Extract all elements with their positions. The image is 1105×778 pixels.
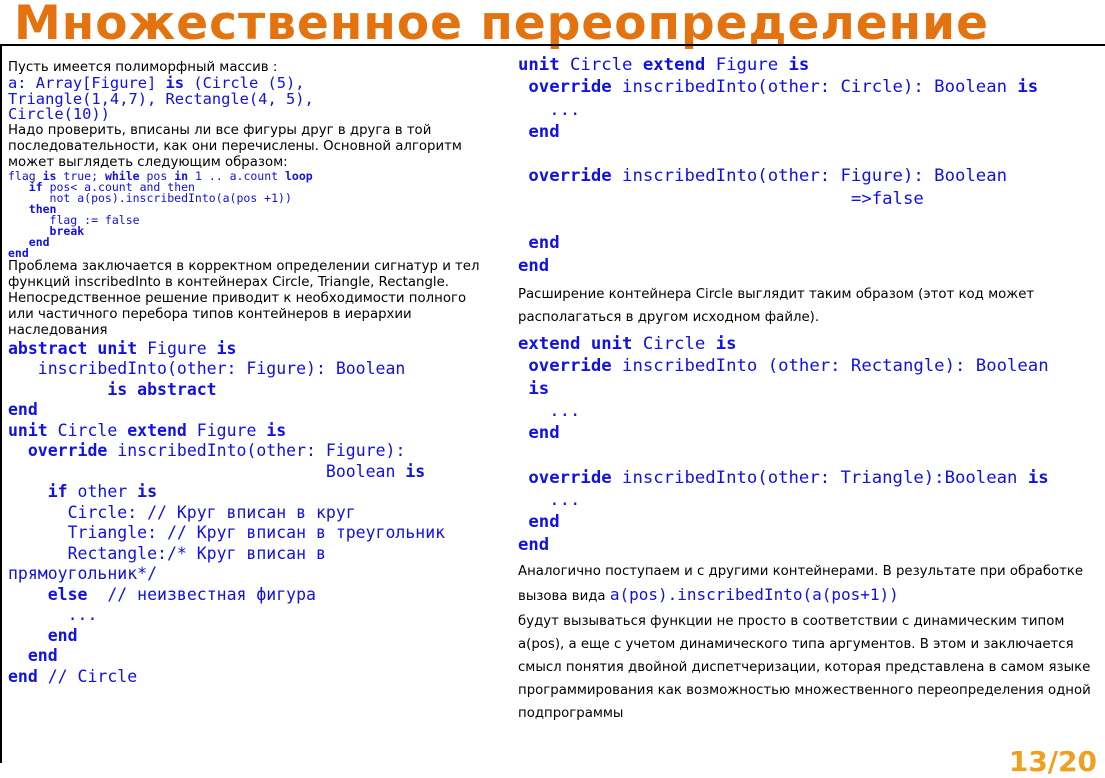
code-line: flag is true; while pos in 1 .. a.count loop [8, 168, 313, 183]
code-line: ... [8, 605, 98, 624]
code-line: end [528, 121, 560, 142]
code-line: end [528, 233, 560, 254]
code-line: break [49, 223, 85, 238]
code-line: end [27, 646, 58, 665]
code-line: inscribedInto(other: Figure): Boolean [8, 359, 406, 378]
loop-code-block [8, 168, 488, 260]
intro-paragraph: Пусть имеется полиморфный массив : [8, 60, 278, 75]
code-line: override inscribedInto (other: Rectangle): Boolean [528, 356, 1049, 377]
code-line: if pos< a.count and then [28, 179, 195, 194]
code-line: not a(pos).inscribedInto(a(pos +1)) [8, 190, 292, 205]
code-line: end [8, 400, 38, 419]
code-line: Circle(10)) [8, 105, 110, 123]
circle-extension-code-block [518, 333, 1103, 556]
code-line: a: Array[Figure] is (Circle (5), [8, 74, 305, 92]
code-line: Triangle(1,4,7), Rectangle(4, 5), [8, 89, 314, 108]
code-line [518, 444, 1103, 466]
code-line: Rectangle:/* Круг вписан в [8, 543, 326, 563]
code-line: end [28, 234, 50, 249]
code-line: then [28, 201, 57, 216]
code-line: end [47, 625, 78, 645]
code-line: =>false [518, 188, 924, 209]
code-line: is [528, 378, 550, 399]
code-line: прямоугольник*/ [8, 564, 158, 583]
extension-paragraph: Расширение контейнера Circle выглядит таким образом (этот код может располагаться в другом исходном файле). [518, 286, 1035, 325]
code-line: unit Circle extend Figure is [518, 55, 810, 75]
problem-paragraph: Проблема заключается в корректном определении сигнатур и тел функций inscribedInto в контейнерах Circle, Triangle, Rectangle. Непосредственное решение приводит к необходимости полного или частичного перебора типов контейнеров в иерархии наследования [8, 258, 480, 338]
code-line: ... [518, 99, 581, 120]
call-example-code: a(pos).inscribedInto(a(pos+1)) [609, 584, 899, 604]
code-line: end [8, 245, 29, 260]
code-line: override inscribedInto(other: Circle): Boolean is [528, 77, 1039, 98]
code-line [518, 143, 1103, 165]
code-line: end [518, 534, 550, 555]
code-line: unit Circle extend Figure is [8, 420, 287, 440]
title-underline [0, 44, 1105, 46]
code-line: Circle: // Круг вписан в круг [8, 502, 356, 522]
code-line: flag := false [8, 212, 140, 227]
code-line: is abstract [107, 379, 217, 399]
code-line: override inscribedInto(other: Figure): Boolean [528, 166, 1007, 187]
task-paragraph: Надо проверить, вписаны ли все фигуры друг в друга в той последовательности, как они перечислены. Основной алгоритм может выглядеть следующим образом: [8, 122, 462, 170]
circle-unit-code-block [518, 54, 1103, 277]
code-line: Triangle: // Круг вписан в треугольник [8, 523, 446, 542]
code-line: else // неизвестная фигура [47, 584, 316, 604]
analog-paragraph [518, 560, 1103, 608]
code-line [518, 210, 1103, 232]
left-border [0, 44, 2, 763]
left-column [8, 60, 488, 687]
code-line: end [518, 255, 550, 276]
figure-code-block [8, 339, 488, 688]
code-line: abstract unit Figure is [8, 338, 237, 358]
slide-title: Множественное переопределение [14, 0, 989, 51]
code-line: if other is [47, 482, 158, 501]
right-column [518, 54, 1103, 725]
code-line: end [528, 512, 560, 533]
code-line: override inscribedInto(other: Figure): [27, 441, 406, 460]
page-number: 13/20 [1008, 745, 1097, 778]
array-code-block [8, 76, 488, 123]
code-line: ... [518, 490, 581, 511]
analog-text: Аналогично поступаем и с другими контейнерами. В результате при обработке вызова вида [518, 563, 1084, 604]
code-line: end [528, 423, 560, 444]
code-line: end // Circle [8, 666, 138, 686]
code-line: override inscribedInto(other: Triangle):Boolean is [528, 467, 1049, 488]
code-line: Boolean is [8, 461, 426, 481]
code-line: ... [518, 400, 581, 421]
code-line: extend unit Circle is [518, 333, 737, 354]
dispatch-paragraph: будут вызываться функции не просто в соответствии с динамическим типом a(pos), а еще с учетом динамического типа аргументов. В этом и заключается смысл понятия двойной диспетчеризации, которая представлена в самом языке программирования как возможностью множественного переопределения одной подпрограммы [518, 613, 1091, 721]
